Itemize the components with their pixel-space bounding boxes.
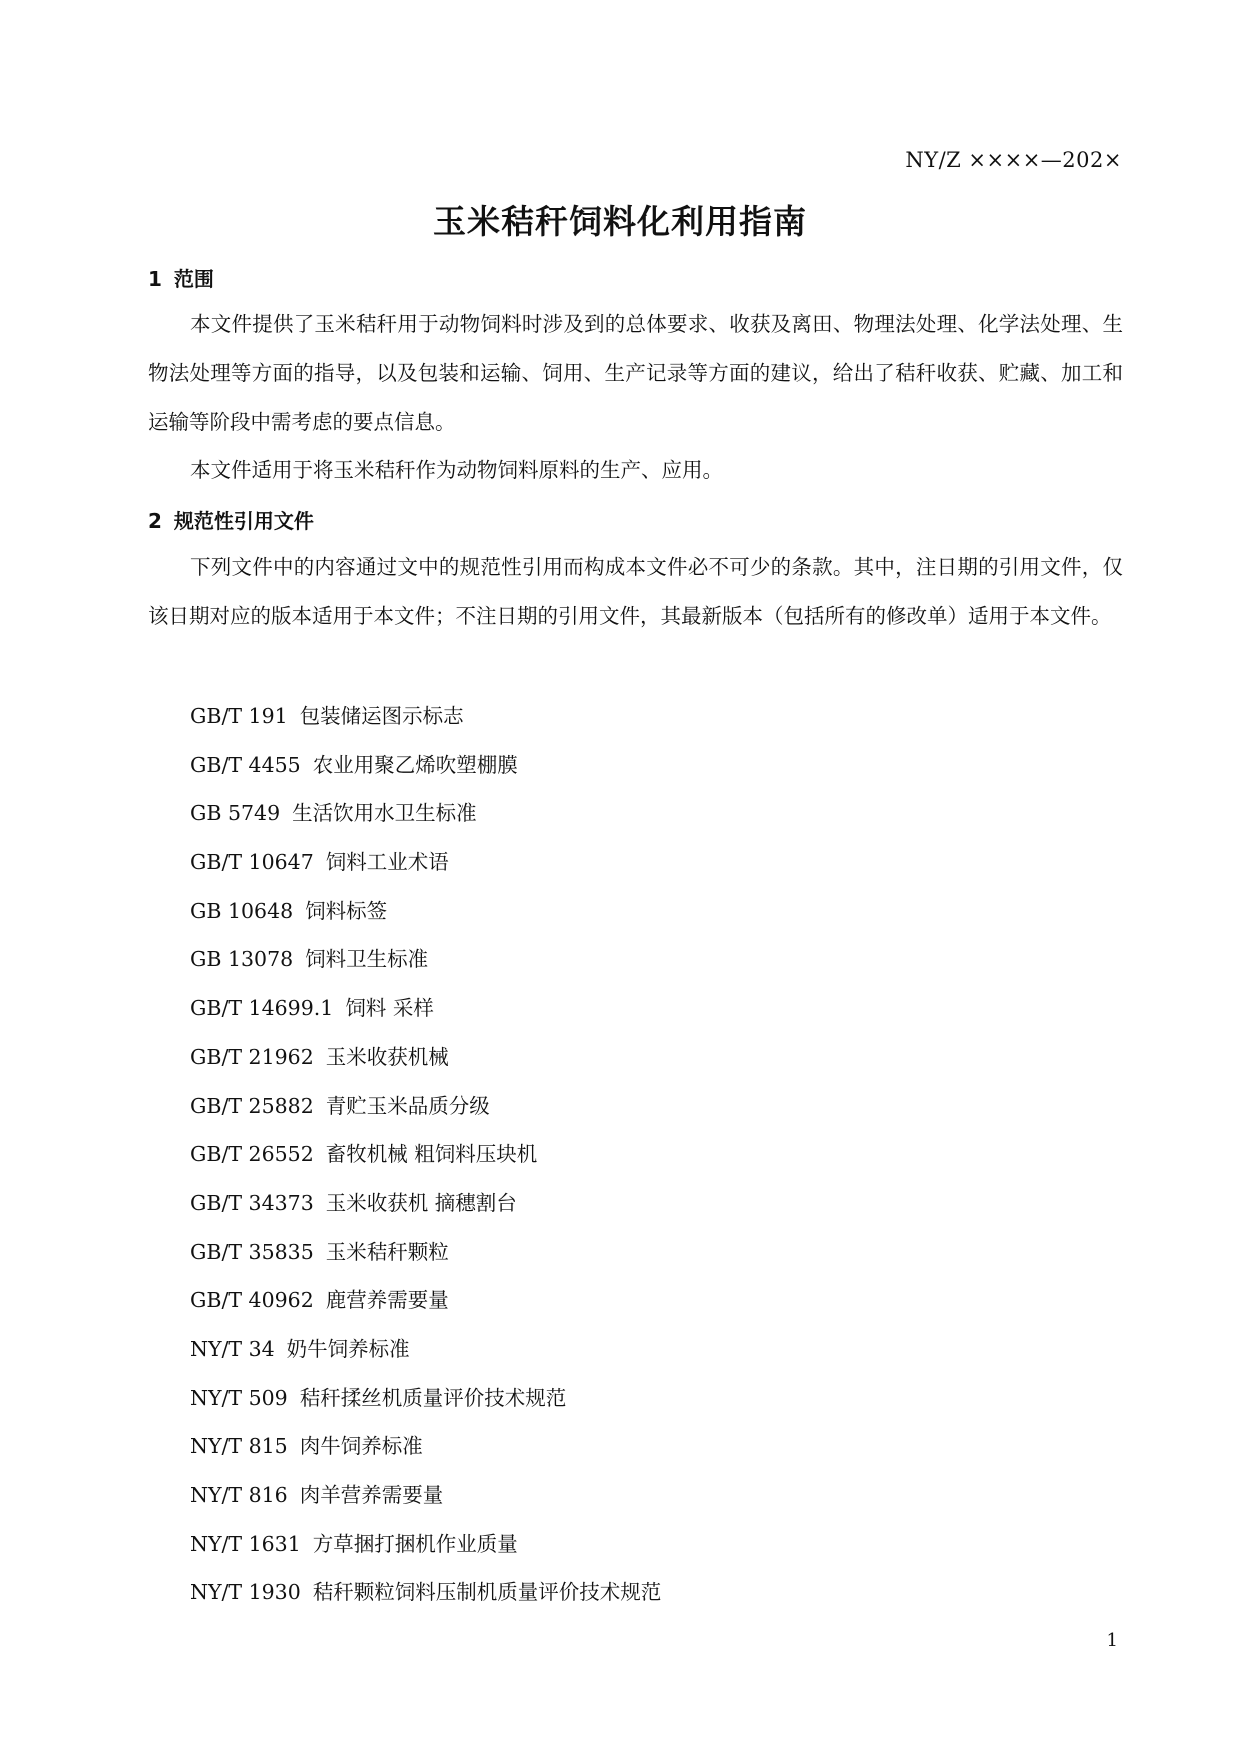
reference-title: 方草捆打捆机作业质量 [312,1531,518,1556]
reference-code: GB 13078 [190,947,294,972]
reference-code: GB/T 34373 [190,1190,314,1215]
reference-title: 肉牛饲养标准 [299,1434,423,1459]
reference-title: 肉羊营养需要量 [299,1483,444,1507]
reference-title: 鹿营养需要量 [325,1288,449,1313]
reference-item [190,838,661,887]
reference-item [190,935,661,984]
reference-title: 青贮玉米品质分级 [325,1093,490,1118]
reference-item [190,1082,661,1131]
reference-item [190,741,661,790]
reference-code: GB/T 10647 [190,850,314,875]
reference-code: GB/T 26552 [190,1142,314,1167]
section-number: 1 [148,267,162,291]
reference-item [190,1228,661,1277]
reference-item [190,1374,661,1423]
reference-code: GB 5749 [190,801,281,826]
reference-code: NY/T 816 [190,1483,288,1507]
reference-item [190,692,661,741]
reference-title: 秸秆颗粒饲料压制机质量评价技术规范 [312,1580,662,1605]
page-number: 1 [1106,1630,1118,1651]
reference-item [190,1179,661,1228]
reference-code: NY/T 34 [190,1336,275,1361]
reference-title: 饲料卫生标准 [305,947,429,972]
standard-code: NY/Z ××××—202× [905,148,1122,172]
reference-title: 饲料 采样 [345,996,434,1021]
reference-code: GB/T 14699.1 [190,996,334,1021]
reference-code: GB/T 21962 [190,1044,314,1069]
reference-code: GB/T 25882 [190,1093,314,1118]
reference-title: 玉米收获机械 [325,1044,449,1069]
reference-title: 饲料标签 [305,898,388,923]
reference-item [190,984,661,1033]
reference-item [190,887,661,936]
reference-code: NY/T 1631 [190,1531,301,1556]
reference-title: 生活饮用水卫生标准 [292,801,477,826]
reference-code: NY/T 1930 [190,1580,301,1605]
reference-title: 包装储运图示标志 [299,704,464,728]
section-1-heading [148,263,214,292]
reference-title: 玉米秸秆颗粒 [325,1239,449,1264]
reference-title: 饲料工业术语 [325,850,449,875]
reference-title: 奶牛饲养标准 [286,1336,410,1361]
reference-title: 农业用聚乙烯吹塑棚膜 [312,752,518,777]
reference-title: 玉米收获机 摘穗割台 [325,1190,517,1215]
reference-item [190,1276,661,1325]
reference-code: NY/T 815 [190,1434,288,1459]
reference-code: GB/T 191 [190,704,288,728]
reference-code: NY/T 509 [190,1385,288,1410]
reference-item [190,1568,661,1617]
reference-item [190,1130,661,1179]
reference-item [190,1422,661,1471]
section-2-heading [148,505,314,534]
reference-code: GB/T 35835 [190,1239,314,1264]
section-1-paragraph-2: 本文件适用于将玉米秸秆作为动物饲料原料的生产、应用。 [190,458,723,482]
section-2-paragraph-1: 下列文件中的内容通过文中的规范性引用而构成本文件必不可少的条款。其中，注日期的引用文件，仅该日期对应的版本适用于本文件；不注日期的引用文件，其最新版本（包括所有的修改单）适用于本文件。 [148,555,1123,628]
reference-title: 畜牧机械 粗饲料压块机 [325,1142,538,1167]
reference-item [190,789,661,838]
section-title: 规范性引用文件 [173,509,314,533]
document-title: 玉米秸秆饲料化利用指南 [433,202,807,241]
section-number: 2 [148,509,162,533]
section-1-paragraph-1: 本文件提供了玉米秸秆用于动物饲料时涉及到的总体要求、收获及离田、物理法处理、化学法处理、生物法处理等方面的指导，以及包装和运输、饲用、生产记录等方面的建议，给出了秸秆收获、贮藏、加工和运输等阶段中需考虑的要点信息。 [148,312,1123,434]
reference-list [190,692,661,1617]
section-title: 范围 [173,267,214,291]
reference-code: GB 10648 [190,898,294,923]
reference-code: GB/T 40962 [190,1288,314,1313]
reference-item [190,1033,661,1082]
reference-code: GB/T 4455 [190,752,301,777]
reference-title: 秸秆揉丝机质量评价技术规范 [299,1385,567,1410]
reference-item [190,1520,661,1569]
reference-item [190,1325,661,1374]
reference-item [190,1471,661,1520]
